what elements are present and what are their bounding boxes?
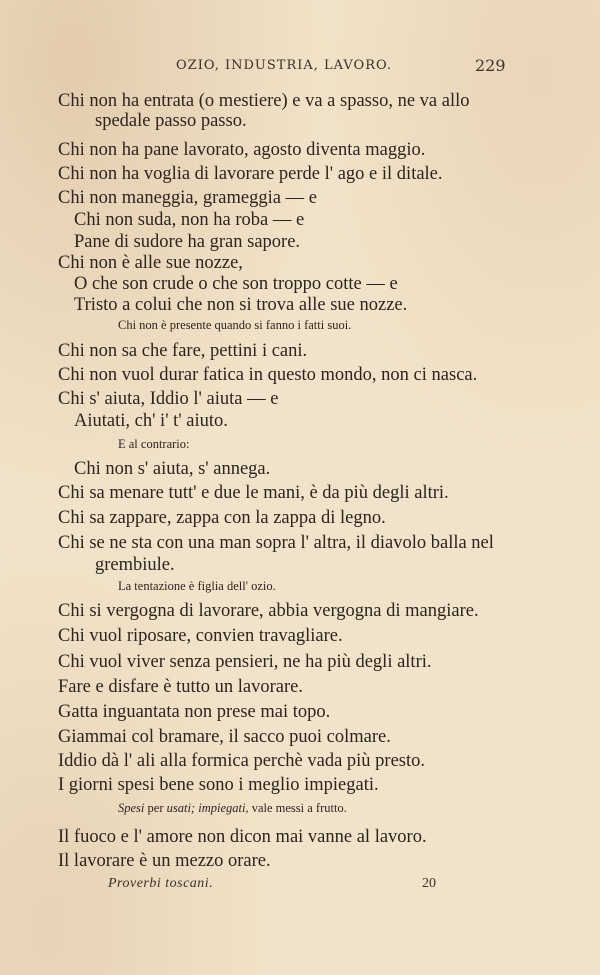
- proverb-line: Giammai col bramare, il sacco puoi colmare.: [58, 727, 391, 747]
- proverb-line: Chi sa menare tutt' e due le mani, è da più degli altri.: [58, 483, 449, 503]
- proverb-line: Chi non è alle sue nozze,: [58, 253, 243, 273]
- proverb-line: Tristo a colui che non si trova alle sue nozze.: [74, 295, 408, 315]
- explanatory-note: Chi non è presente quando si fanno i fatti suoi.: [118, 318, 352, 332]
- proverb-line: Chi vuol viver senza pensieri, ne ha più degli altri.: [58, 652, 432, 672]
- proverb-line-continuation: grembiule.: [95, 555, 175, 575]
- note-term-usati: usati;: [166, 801, 196, 815]
- proverb-line: Chi non maneggia, grameggia — e: [58, 188, 317, 208]
- signature-number: 20: [422, 876, 436, 891]
- proverb-line: Il fuoco e l' amore non dicon mai vanne al lavoro.: [58, 827, 427, 847]
- proverb-line: Chi non vuol durar fatica in questo mondo, non ci nasca.: [58, 365, 478, 385]
- proverb-line: Fare e disfare è tutto un lavorare.: [58, 677, 304, 697]
- page-header: [0, 58, 600, 80]
- note-term-spesi: Spesi: [118, 801, 145, 815]
- proverb-line: Chi non sa che fare, pettini i cani.: [58, 341, 308, 361]
- proverb-line: Aiutati, ch' i' t' aiuto.: [74, 411, 228, 431]
- proverb-line: Chi si vergogna di lavorare, abbia vergogna di mangiare.: [58, 601, 479, 621]
- proverb-line: Gatta inguantata non prese mai topo.: [58, 702, 331, 722]
- proverb-line: Chi non ha entrata (o mestiere) e va a spasso, ne va allo: [58, 91, 470, 111]
- signature-mark: Proverbi toscani.: [108, 876, 214, 891]
- proverb-line: Pane di sudore ha gran sapore.: [74, 232, 301, 252]
- proverb-line-continuation: spedale passo passo.: [95, 111, 247, 131]
- proverb-line: Chi non ha voglia di lavorare perde l' ago e il ditale.: [58, 164, 443, 184]
- proverb-line: O che son crude o che son troppo cotte — e: [74, 274, 398, 294]
- proverb-line: Chi non s' aiuta, s' annega.: [74, 459, 271, 479]
- proverb-line: Chi se ne sta con una man sopra l' altra, il diavolo balla nel: [58, 533, 494, 553]
- proverb-line: Chi sa zappare, zappa con la zappa di legno.: [58, 508, 386, 528]
- note-term-impiegati: impiegati,: [198, 801, 249, 815]
- running-head: OZIO, INDUSTRIA, LAVORO.: [176, 58, 393, 73]
- explanatory-note: E al contrario:: [118, 437, 190, 451]
- proverb-line: Chi vuol riposare, convien travagliare.: [58, 626, 343, 646]
- explanatory-note: La tentazione è figlia dell' ozio.: [118, 579, 276, 593]
- proverb-line: Il lavorare è un mezzo orare.: [58, 851, 271, 871]
- proverb-line: Chi non ha pane lavorato, agosto diventa maggio.: [58, 140, 426, 160]
- explanatory-note: Spesi per usati; impiegati, vale messi a frutto.: [118, 801, 347, 815]
- page-number: 229: [475, 56, 506, 75]
- proverb-line: Iddio dà l' ali alla formica perchè vada più presto.: [58, 751, 426, 771]
- proverb-line: Chi s' aiuta, Iddio l' aiuta — e: [58, 389, 279, 409]
- proverb-line: I giorni spesi bene sono i meglio impiegati.: [58, 775, 379, 795]
- proverb-line: Chi non suda, non ha roba — e: [74, 210, 305, 230]
